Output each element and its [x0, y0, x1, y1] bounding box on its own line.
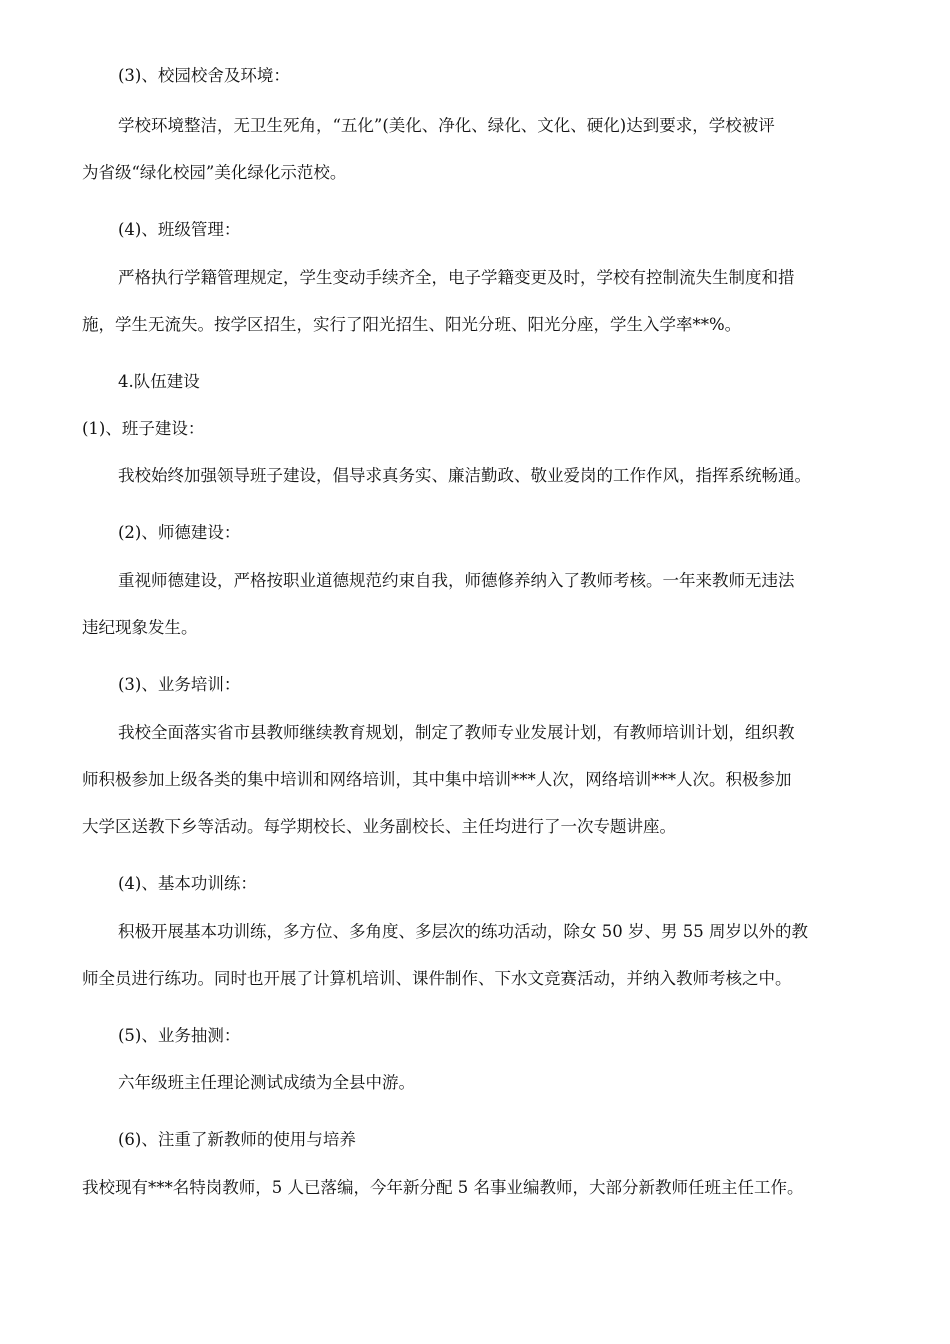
heading-skill-testing: (5)、业务抽测：	[118, 1026, 241, 1045]
heading-new-teachers: (6)、注重了新教师的使用与培养	[118, 1130, 356, 1149]
paragraph-line: 我校全面落实省市县教师继续教育规划，制定了教师专业发展计划，有教师培训计划，组织教	[118, 723, 795, 742]
heading-leadership-building: (1)、班子建设：	[82, 419, 205, 438]
paragraph-line: 大学区送教下乡等活动。每学期校长、业务副校长、主任均进行了一次专题讲座。	[82, 817, 676, 836]
heading-basic-skills: (4)、基本功训练：	[118, 874, 257, 893]
paragraph-line: 积极开展基本功训练，多方位、多角度、多层次的练功活动，除女 50 岁、男 55 周岁以外的教	[118, 922, 808, 941]
heading-teacher-ethics: (2)、师德建设：	[118, 523, 241, 542]
paragraph-line: 师全员进行练功。同时也开展了计算机培训、课件制作、下水文竞赛活动，并纳入教师考核之中。	[82, 969, 792, 988]
paragraph-line: 师积极参加上级各类的集中培训和网络培训，其中集中培训***人次，网络培训***人次。积极参加	[82, 770, 792, 789]
heading-professional-training: (3)、业务培训：	[118, 675, 241, 694]
paragraph-line: 六年级班主任理论测试成绩为全县中游。	[118, 1073, 415, 1092]
paragraph-line: 重视师德建设，严格按职业道德规范约束自我，师德修养纳入了教师考核。一年来教师无违法	[118, 571, 795, 590]
paragraph-line: 我校始终加强领导班子建设，倡导求真务实、廉洁勤政、敬业爱岗的工作作风，指挥系统畅通。	[118, 466, 811, 485]
heading-class-management: (4)、班级管理：	[118, 220, 241, 239]
paragraph-line: 学校环境整洁，无卫生死角，“五化”(美化、净化、绿化、文化、硬化)达到要求，学校被评	[118, 116, 775, 135]
paragraph-line: 严格执行学籍管理规定，学生变动手续齐全，电子学籍变更及时，学校有控制流失生制度和措	[118, 268, 795, 287]
paragraph-line: 施，学生无流失。按学区招生，实行了阳光招生、阳光分班、阳光分座，学生入学率**%。	[82, 315, 742, 334]
paragraph-line: 违纪现象发生。	[82, 618, 198, 637]
heading-campus-environment: (3)、校园校舍及环境：	[118, 66, 290, 85]
paragraph-line: 为省级“绿化校园”美化绿化示范校。	[82, 163, 347, 182]
section-heading-team-building: 4.队伍建设	[118, 372, 200, 391]
paragraph-line: 我校现有***名特岗教师，5 人已落编，今年新分配 5 名事业编教师，大部分新教师任班主任工作。	[82, 1178, 804, 1197]
